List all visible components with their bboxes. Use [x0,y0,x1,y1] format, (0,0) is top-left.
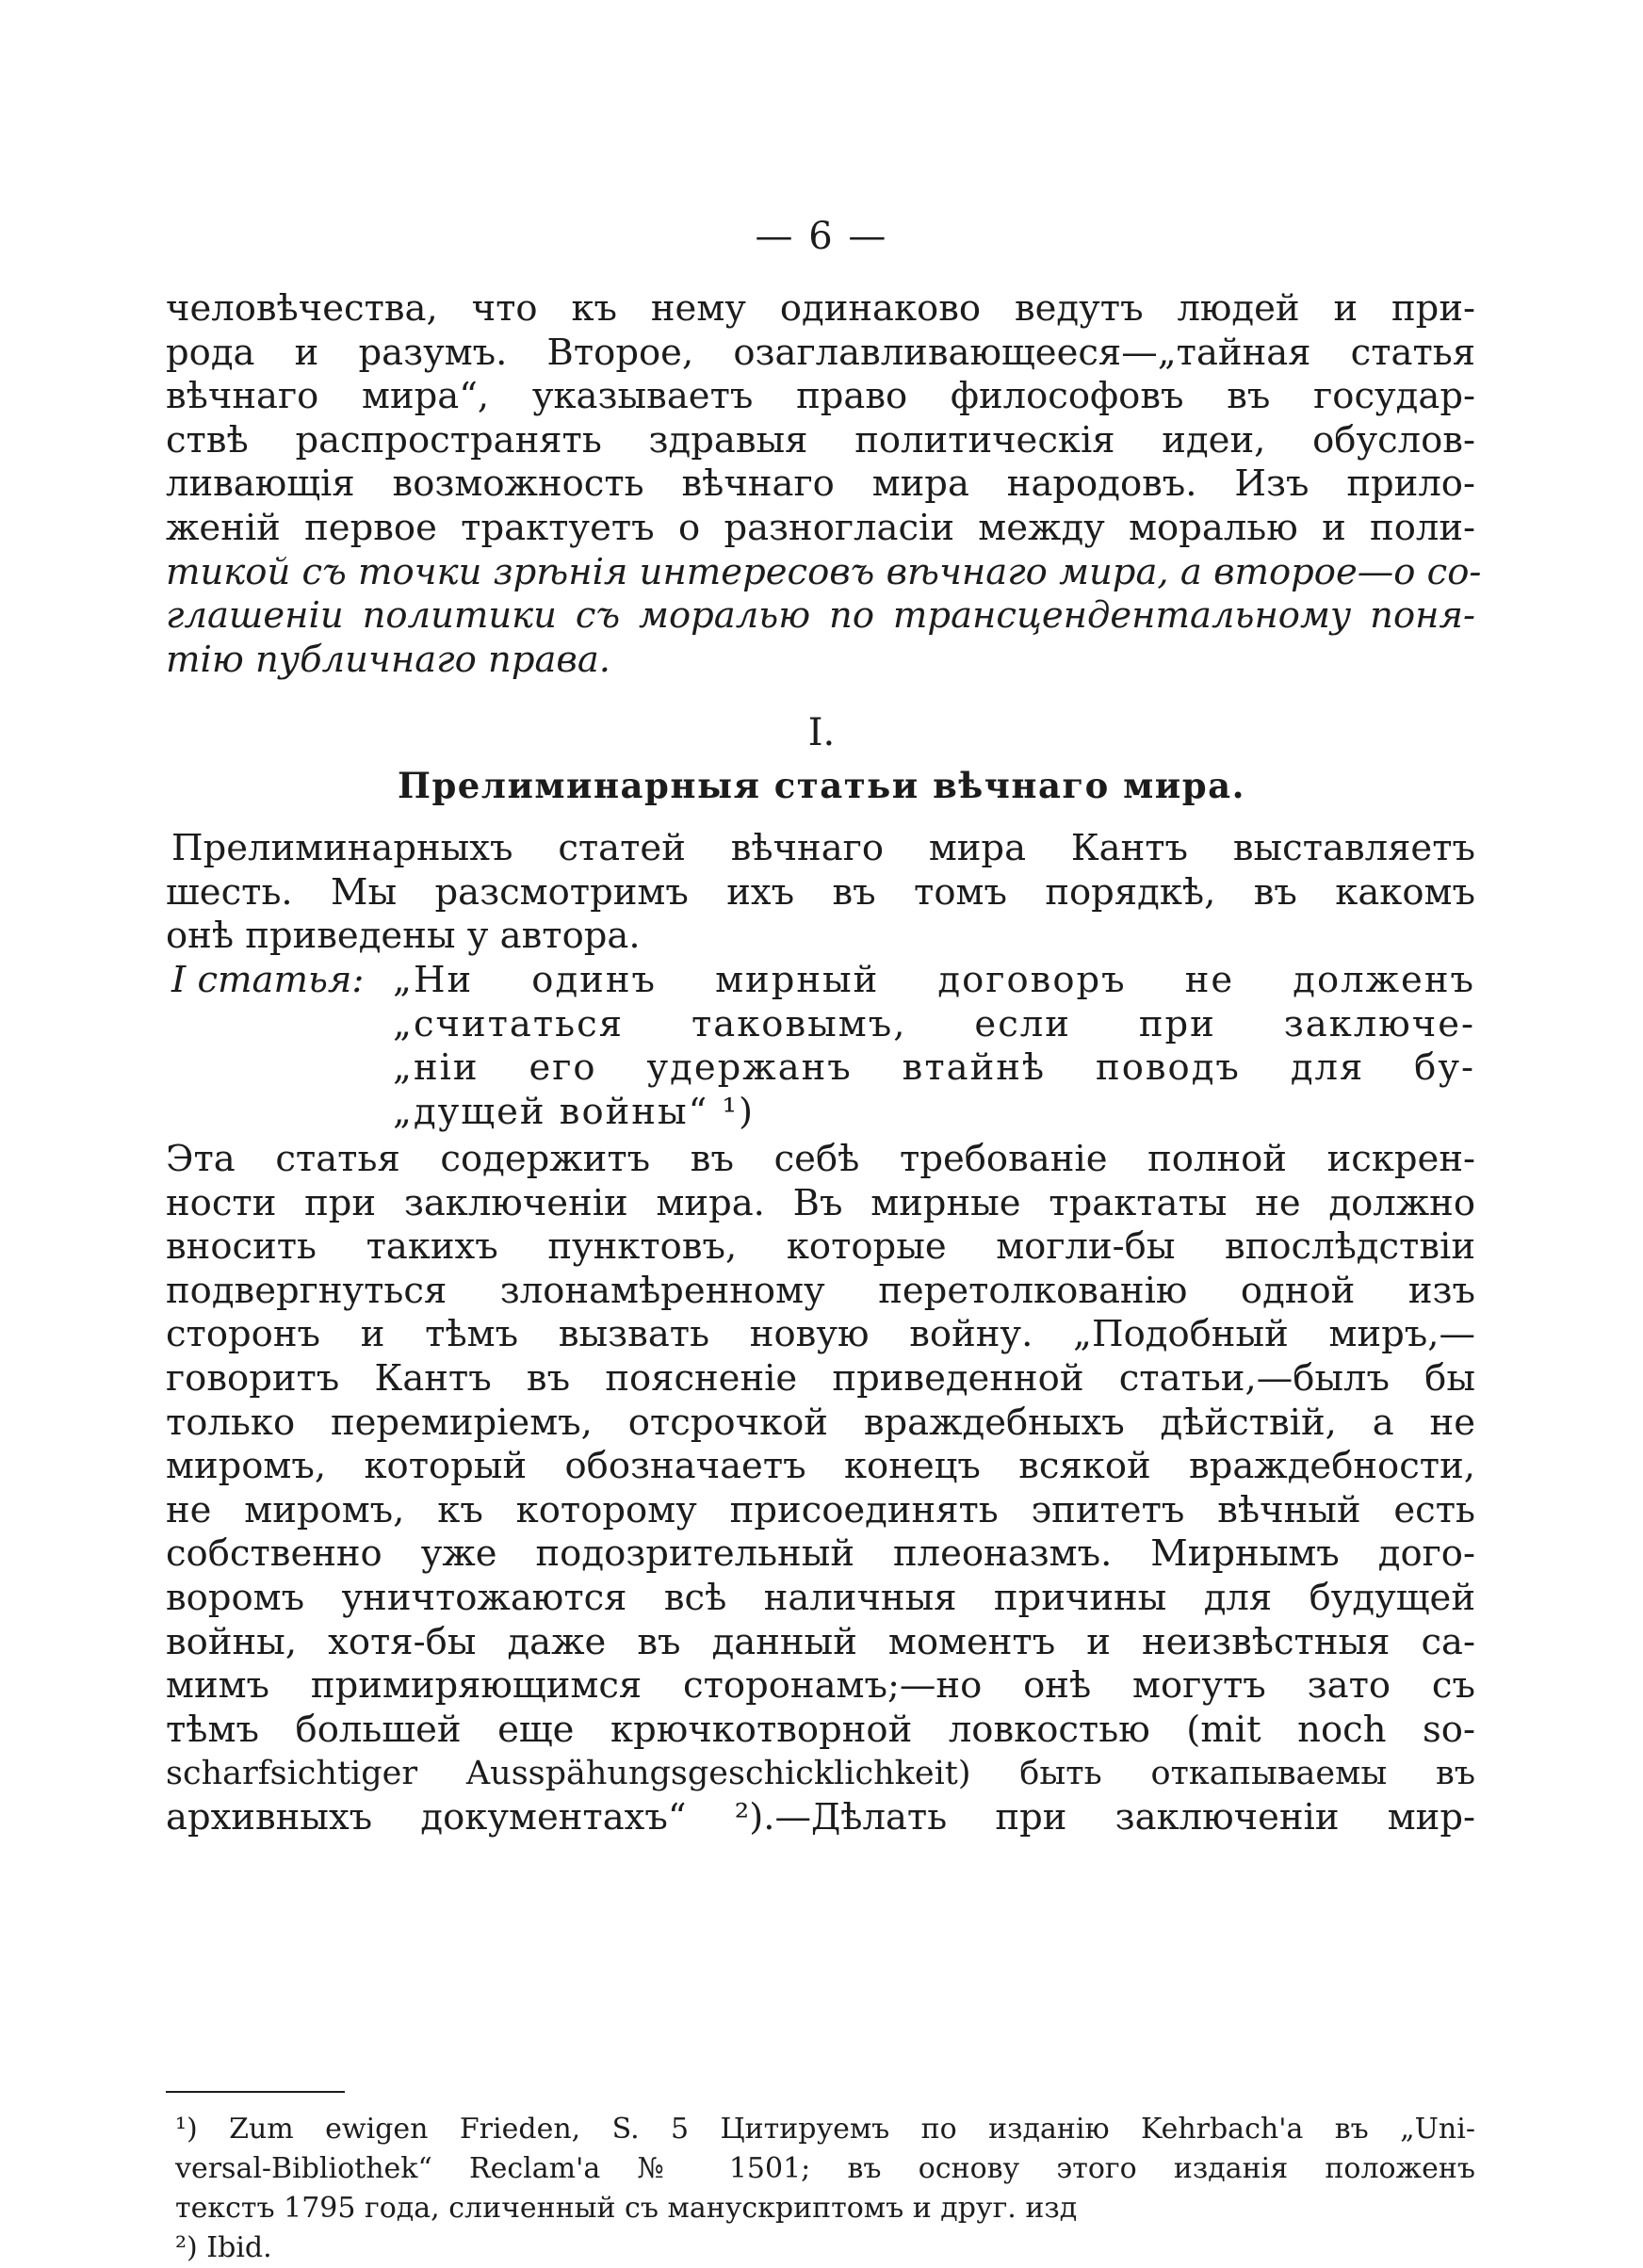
paragraph-2 [166,1138,1475,1840]
text-line: Прелиминарныхъ статей вѣчнаго мира Кантъ выставляетъ [171,827,1475,869]
text-line: не миромъ, къ которому присоединять эпитетъ вѣчный есть [166,1488,1475,1531]
text-line: вѣчнаго мира“, указываетъ право философовъ въ государ- [166,375,1475,418]
text-line: шесть. Мы разсмотримъ ихъ въ томъ порядкѣ, въ какомъ [166,870,1475,914]
intro-paragraph [166,287,1482,682]
text-line: ливающія возможность вѣчнаго мира народовъ. Изъ прило- [166,462,1475,506]
text-line: ности при заключеніи мира. Въ мирные трактаты не должно [166,1181,1475,1224]
text-line: собственно уже подозрительный плеоназмъ. Мирнымъ дого- [166,1532,1475,1576]
page-number: — 6 — [755,215,888,258]
text-line: рода и разумъ. Второе, озаглавливающееся—„тайная статья [166,331,1475,374]
text-line: вносить такихъ пунктовъ, которые могли-бы впослѣдствіи [166,1225,1475,1269]
footnotes [175,2110,1475,2268]
text-line: тію публичнаго права. [166,638,611,681]
text-line: тѣмъ большей еще крючкотворной ловкостью (mit noch so- [166,1708,1475,1751]
quote-line: „дущей войны“ ¹) [393,1090,755,1133]
text-line: войны, хотя-бы даже въ данный моментъ и неизвѣстныя са- [166,1620,1475,1663]
text-line: ствѣ распространять здравыя политическія идеи, обуслов- [166,418,1475,462]
text-line: сторонъ и тѣмъ вызвать новую войну. „Подобный миръ,— [166,1313,1475,1356]
text-line: только перемиріемъ, отсрочкой враждебныхъ дѣйствій, а не [166,1401,1475,1444]
text-line: говоритъ Кантъ въ поясненіе приведенной статьи,—былъ бы [166,1356,1475,1400]
text-line: глашеніи политики съ моралью по трансцендентальному поня- [166,594,1475,638]
section-numeral: I. [807,711,836,754]
text-line: тикой съ точки зрѣнія интересовъ вѣчнаго мира, а второе—о со- [166,550,1482,593]
text-line: женій первое трактуетъ о разногласіи между моралью и поли- [166,506,1475,549]
text-line: миромъ, который обозначаетъ конецъ всякой враждебности, [166,1445,1475,1488]
footnote-divider [166,2091,345,2093]
text-line: мимъ примиряющимся сторонамъ;—но онѣ могутъ зато съ [166,1664,1475,1708]
paragraph-1 [166,827,1475,959]
section-title: Прелиминарныя статьи вѣчнаго мира. [398,765,1245,806]
text-line: человѣчества, что къ нему одинаково ведутъ людей и при- [166,287,1475,330]
footnote-line: versal-Bibliothek“ Reclam'a № 1501; въ основу этого изданія положенъ [175,2152,1475,2185]
footnote-line: ¹) Zum ewigen Frieden, S. 5 Цитируемъ по изданію Kehrbach'a въ „Uni- [175,2113,1475,2146]
quote-line: „считаться таковымъ, если при заключе- [393,1002,1475,1045]
text-line: воромъ уничтожаются всѣ наличныя причины для будущей [166,1576,1475,1619]
text-line: онѣ приведены у автора. [166,915,641,958]
quote-line: „Ни одинъ мирный договоръ не долженъ [393,959,1475,1001]
text-line: scharfsichtiger Ausspähungsgeschicklichkeit) быть откапываемы въ [166,1755,1475,1793]
footnote-2: ²) Ibid. [175,2231,272,2264]
article-label: I статья: [171,959,365,1001]
text-line: Эта статья содержитъ въ себѣ требованіе полной искрен- [166,1138,1475,1180]
quote-line: „ніи его удержанъ втайнѣ поводъ для бу- [393,1046,1475,1090]
footnote-line: текстъ 1795 года, сличенный съ манускриптомъ и друг. изд [175,2192,1078,2225]
text-line: архивныхъ документахъ“ ²).—Дѣлать при заключеніи мир- [166,1795,1475,1839]
quote-text [393,959,1475,1134]
text-line: подвергнуться злонамѣренному перетолкованію одной изъ [166,1269,1475,1312]
article-quote [171,959,1475,1138]
